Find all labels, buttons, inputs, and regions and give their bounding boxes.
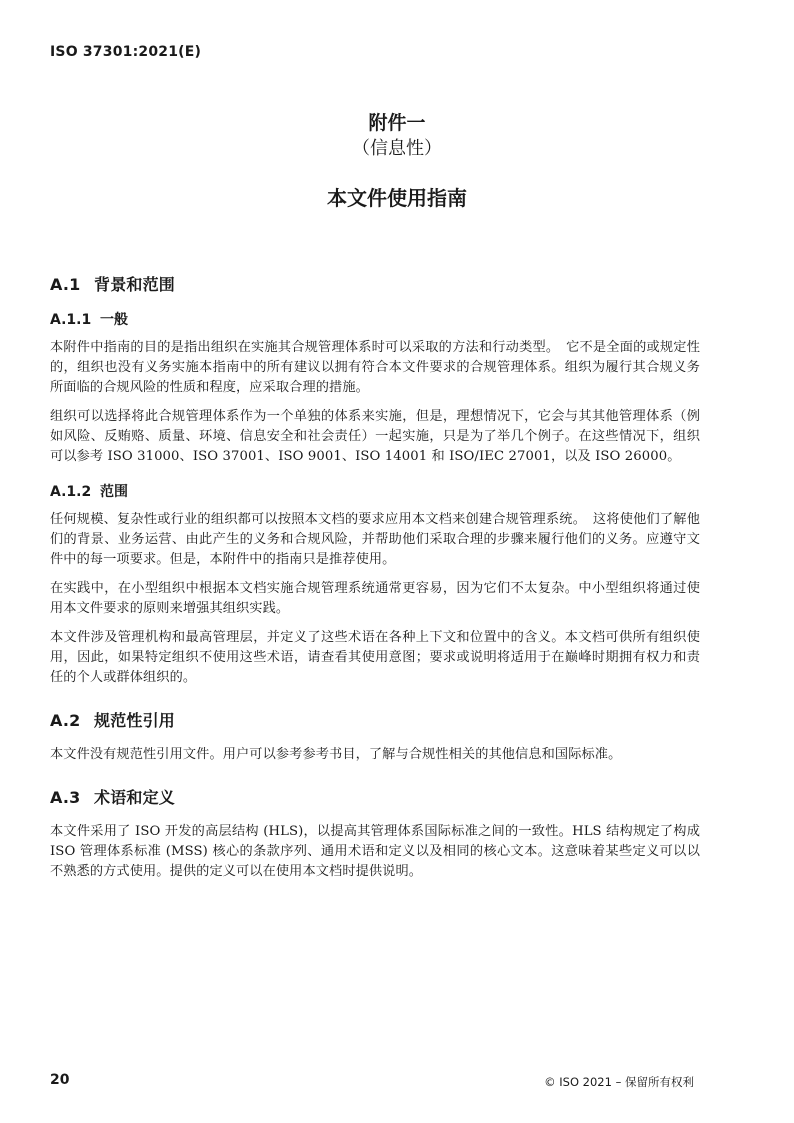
section-heading (50, 272, 700, 295)
subsection-number: A.1.2 (50, 484, 92, 500)
subsection-title: 范围 (100, 484, 128, 500)
section-a1 (50, 272, 700, 688)
subsection-a11 (50, 309, 700, 467)
annex-title: 本文件使用指南 (327, 186, 467, 210)
subsection-heading (50, 481, 700, 501)
section-number: A.1 (50, 275, 81, 294)
paragraph: 在实践中，在小型组织中根据本文档实施合规管理系统通常更容易，因为它们不太复杂。中小型组织将通过使用本文件要求的原则来增强其组织实践。 (50, 581, 700, 616)
paragraph: 本文件采用了 ISO 开发的高层结构 (HLS)，以提高其管理体系国际标准之间的一致性。HLS 结构规定了构成 ISO 管理体系标准 (MSS) 核心的条款序列、通用术语和定义以及相同的核心文本。这意味着某些定义可以以不熟悉的方式使用。提供的定义可以在使用本文档时提供说明。 (50, 824, 700, 879)
paragraph: 组织可以选择将此合规管理体系作为一个单独的体系来实施，但是，理想情况下，它会与其其他管理体系（例如风险、反贿赂、质量、环境、信息安全和社会责任）一起实施，只是为了举几个例子。在这些情况下，组织可以参考 ISO 31000、ISO 37001、ISO 9001、ISO 14001 和 ISO/IEC 27001，以及 ISO 26000。 (50, 409, 700, 464)
paragraph: 本附件中指南的目的是指出组织在实施其合规管理体系时可以采取的方法和行动类型。 它不是全面的或规定性的，组织也没有义务实施本指南中的所有建议以拥有符合本文件要求的合规管理体系。组织为履行其合规义务所面临的合规风险的性质和程度，应采取合理的措施。 (50, 340, 700, 395)
subsection-title: 一般 (100, 312, 128, 328)
paragraph: 本文件没有规范性引用文件。用户可以参考参考书目，了解与合规性相关的其他信息和国际标准。 (50, 747, 622, 762)
section-number: A.2 (50, 711, 81, 730)
copyright-notice: © ISO 2021 – 保留所有权利 (544, 1075, 694, 1089)
paragraph: 任何规模、复杂性或行业的组织都可以按照本文档的要求应用本文档来创建合规管理系统。 这将使他们了解他们的背景、业务运营、由此产生的义务和合规风险，并帮助他们采取合理的步骤来履行他们的义务。应遵守文件中的每一项要求。但是，本附件中的指南只是推荐使用。 (50, 512, 700, 567)
annex-type: （信息性） (352, 138, 442, 159)
section-number: A.3 (50, 788, 81, 807)
document-body (50, 272, 700, 891)
document-id: ISO 37301:2021(E) (50, 44, 202, 60)
section-heading (50, 708, 700, 731)
section-title: 术语和定义 (94, 788, 176, 807)
section-heading (50, 785, 700, 808)
subsection-heading (50, 309, 700, 329)
section-title: 规范性引用 (94, 711, 176, 730)
section-a2 (50, 708, 700, 765)
subsection-number: A.1.1 (50, 312, 92, 328)
paragraph: 本文件涉及管理机构和最高管理层，并定义了这些术语在各种上下文和位置中的含义。本文档可供所有组织使用，因此，如果特定组织不使用这些术语，请查看其使用意图；要求或说明将适用于在巅峰时期拥有权力和责任的个人或群体组织的。 (50, 630, 700, 685)
page-number: 20 (50, 1072, 70, 1088)
subsection-a12 (50, 481, 700, 688)
section-a3 (50, 785, 700, 882)
annex-label: 附件一 (368, 112, 426, 134)
section-title: 背景和范围 (94, 275, 176, 294)
